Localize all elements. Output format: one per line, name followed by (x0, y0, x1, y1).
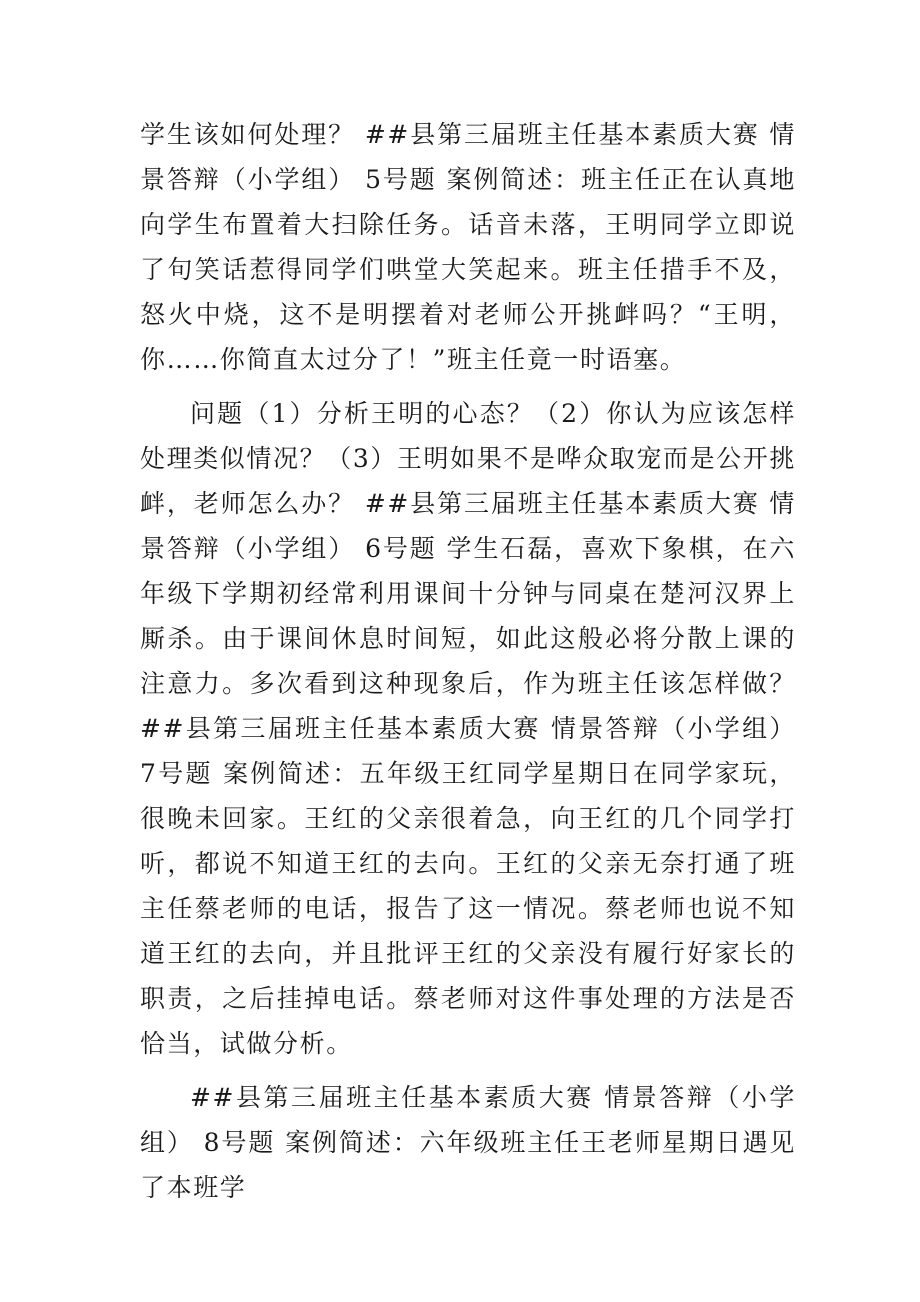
paragraph-2: 问题（1）分析王明的心态？（2）你认为应该怎样处理类似情况？（3）王明如果不是哗众取宠而是公开挑衅，老师怎么办？ ##县第三届班主任基本素质大赛 情景答辩（小学组） 6号题 学生石磊，喜欢下象棋，在六年级下学期初经常利用课间十分钟与同桌在楚河汉界上厮杀。由于课间休息时间短，如此这般必将分散上课的注意力。多次看到这种现象后，作为班主任该怎样做？ ##县第三届班主任基本素质大赛 情景答辩（小学组） 7号题 案例简述：五年级王红同学星期日在同学家玩，很晚未回家。王红的父亲很着急，向王红的几个同学打听，都说不知道王红的去向。王红的父亲无奈打通了班主任蔡老师的电话，报告了这一情况。蔡老师也说不知道王红的去向，并且批评王红的父亲没有履行好家长的职责，之后挂掉电话。蔡老师对这件事处理的方法是否恰当，试做分析。 (140, 399, 796, 1058)
paragraph-3: ##县第三届班主任基本素质大赛 情景答辩（小学组） 8号题 案例简述：六年级班主任王老师星期日遇见了本班学 (140, 1083, 796, 1202)
document-body (140, 112, 796, 1210)
paragraph-1: 学生该如何处理？ ##县第三届班主任基本素质大赛 情景答辩（小学组） 5号题 案例简述：班主任正在认真地向学生布置着大扫除任务。话音未落，王明同学立即说了句笑话惹得同学们哄堂大笑起来。班主任措手不及，怒火中烧，这不是明摆着对老师公开挑衅吗？“王明，你……你简直太过分了！”班主任竟一时语塞。 (140, 120, 796, 374)
